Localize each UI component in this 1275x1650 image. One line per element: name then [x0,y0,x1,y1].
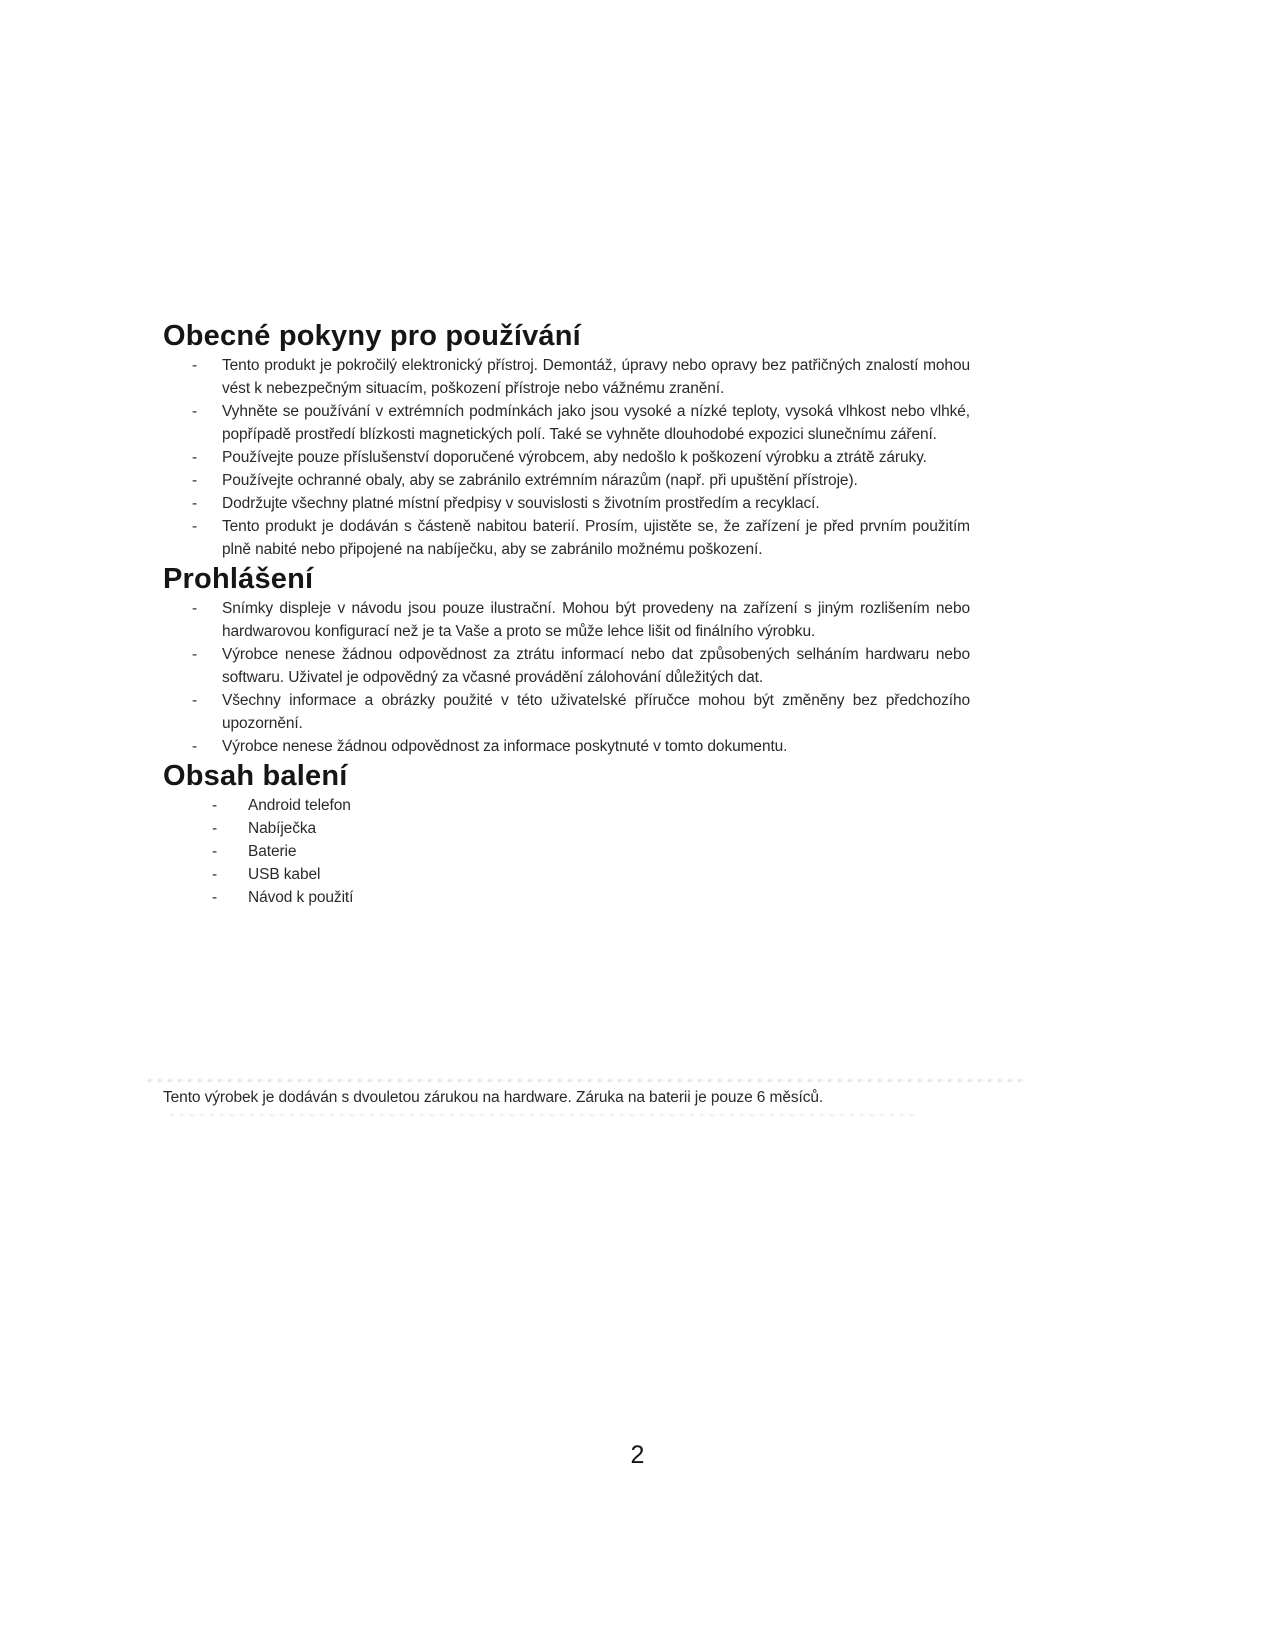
list-item [163,354,970,400]
bullet-dash [192,597,197,620]
bullet-list-general-instructions [163,354,970,561]
bullet-dash [212,886,217,909]
bullet-dash [192,354,197,377]
scan-artifact-line [148,1079,1028,1082]
list-item-text: Používejte pouze příslušenství doporučené výrobcem, aby nedošlo k poškození výrobku a ztrátě záruky. [222,449,927,466]
bullet-dash [192,515,197,538]
list-item-text: Nabíječka [248,820,317,837]
bullet-dash [212,817,217,840]
bullet-dash [192,735,197,758]
list-item-text: Tento produkt je pokročilý elektronický přístroj. Demontáž, úpravy nebo opravy bez patřičných znalostí mohou vést k nebezpečným situacím, poškození přístroje nebo vážnému zranění. [222,357,970,397]
bullet-list-declaration [163,597,970,758]
section-heading-package-contents: Obsah balení [163,760,348,792]
page-number: 2 [630,1441,645,1469]
list-item [163,735,970,758]
bullet-dash [212,794,217,817]
list-item-text: Vyhněte se používání v extrémních podmínkách jako jsou vysoké a nízké teploty, vysoká vlhkost nebo vlhké, popřípadě prostředí blízkosti magnetických polí. Také se vyhněte dlouhodobé expozici slunečnímu záření. [222,403,970,443]
page-content [163,318,970,909]
list-item-text: Baterie [248,843,297,860]
list-item [163,817,970,840]
list-item [163,794,970,817]
bullet-dash [192,689,197,712]
list-item-text: Návod k použití [248,889,354,906]
list-item [163,863,970,886]
list-item [163,446,970,469]
bullet-dash [192,643,197,666]
bullet-dash [192,400,197,423]
list-item-text: Dodržujte všechny platné místní předpisy v souvislosti s životním prostředím a recyklací. [222,495,820,512]
list-item-text: USB kabel [248,866,321,883]
bullet-dash [192,492,197,515]
warranty-note: Tento výrobek je dodáván s dvouletou zárukou na hardware. Záruka na baterii je pouze 6 měsíců. [163,1089,824,1106]
list-item [163,840,970,863]
list-item-text: Výrobce nenese žádnou odpovědnost za ztrátu informací nebo dat způsobených selháním hardwaru nebo softwaru. Uživatel je odpovědný za včasné provádění zálohování důležitých dat. [222,646,970,686]
bullet-list-package-contents [163,794,970,909]
list-item-text: Všechny informace a obrázky použité v této uživatelské příručce mohou být změněny bez předchozího upozornění. [222,692,970,732]
bullet-dash [212,863,217,886]
list-item [163,886,970,909]
list-item [163,515,970,561]
list-item [163,689,970,735]
bullet-dash [212,840,217,863]
scan-artifact-line [170,1114,920,1116]
list-item-text: Výrobce nenese žádnou odpovědnost za informace poskytnuté v tomto dokumentu. [222,738,788,755]
list-item-text: Android telefon [248,797,351,814]
section-heading-declaration: Prohlášení [163,563,314,595]
list-item-text: Používejte ochranné obaly, aby se zabránilo extrémním nárazům (např. při upuštění přístroje). [222,472,858,489]
bullet-dash [192,446,197,469]
list-item [163,597,970,643]
list-item [163,492,970,515]
list-item-text: Tento produkt je dodáván s částeně nabitou baterií. Prosím, ujistěte se, že zařízení je před prvním použitím plně nabité nebo připojené na nabíječku, aby se zabránilo možnému poškození. [222,518,970,558]
bullet-dash [192,469,197,492]
list-item [163,469,970,492]
list-item-text: Snímky displeje v návodu jsou pouze ilustrační. Mohou být provedeny na zařízení s jiným rozlišením nebo hardwarovou konfigurací než je ta Vaše a proto se může lehce lišit od finálního výrobku. [222,600,970,640]
list-item [163,400,970,446]
list-item [163,643,970,689]
section-heading-general-instructions: Obecné pokyny pro používání [163,320,581,352]
